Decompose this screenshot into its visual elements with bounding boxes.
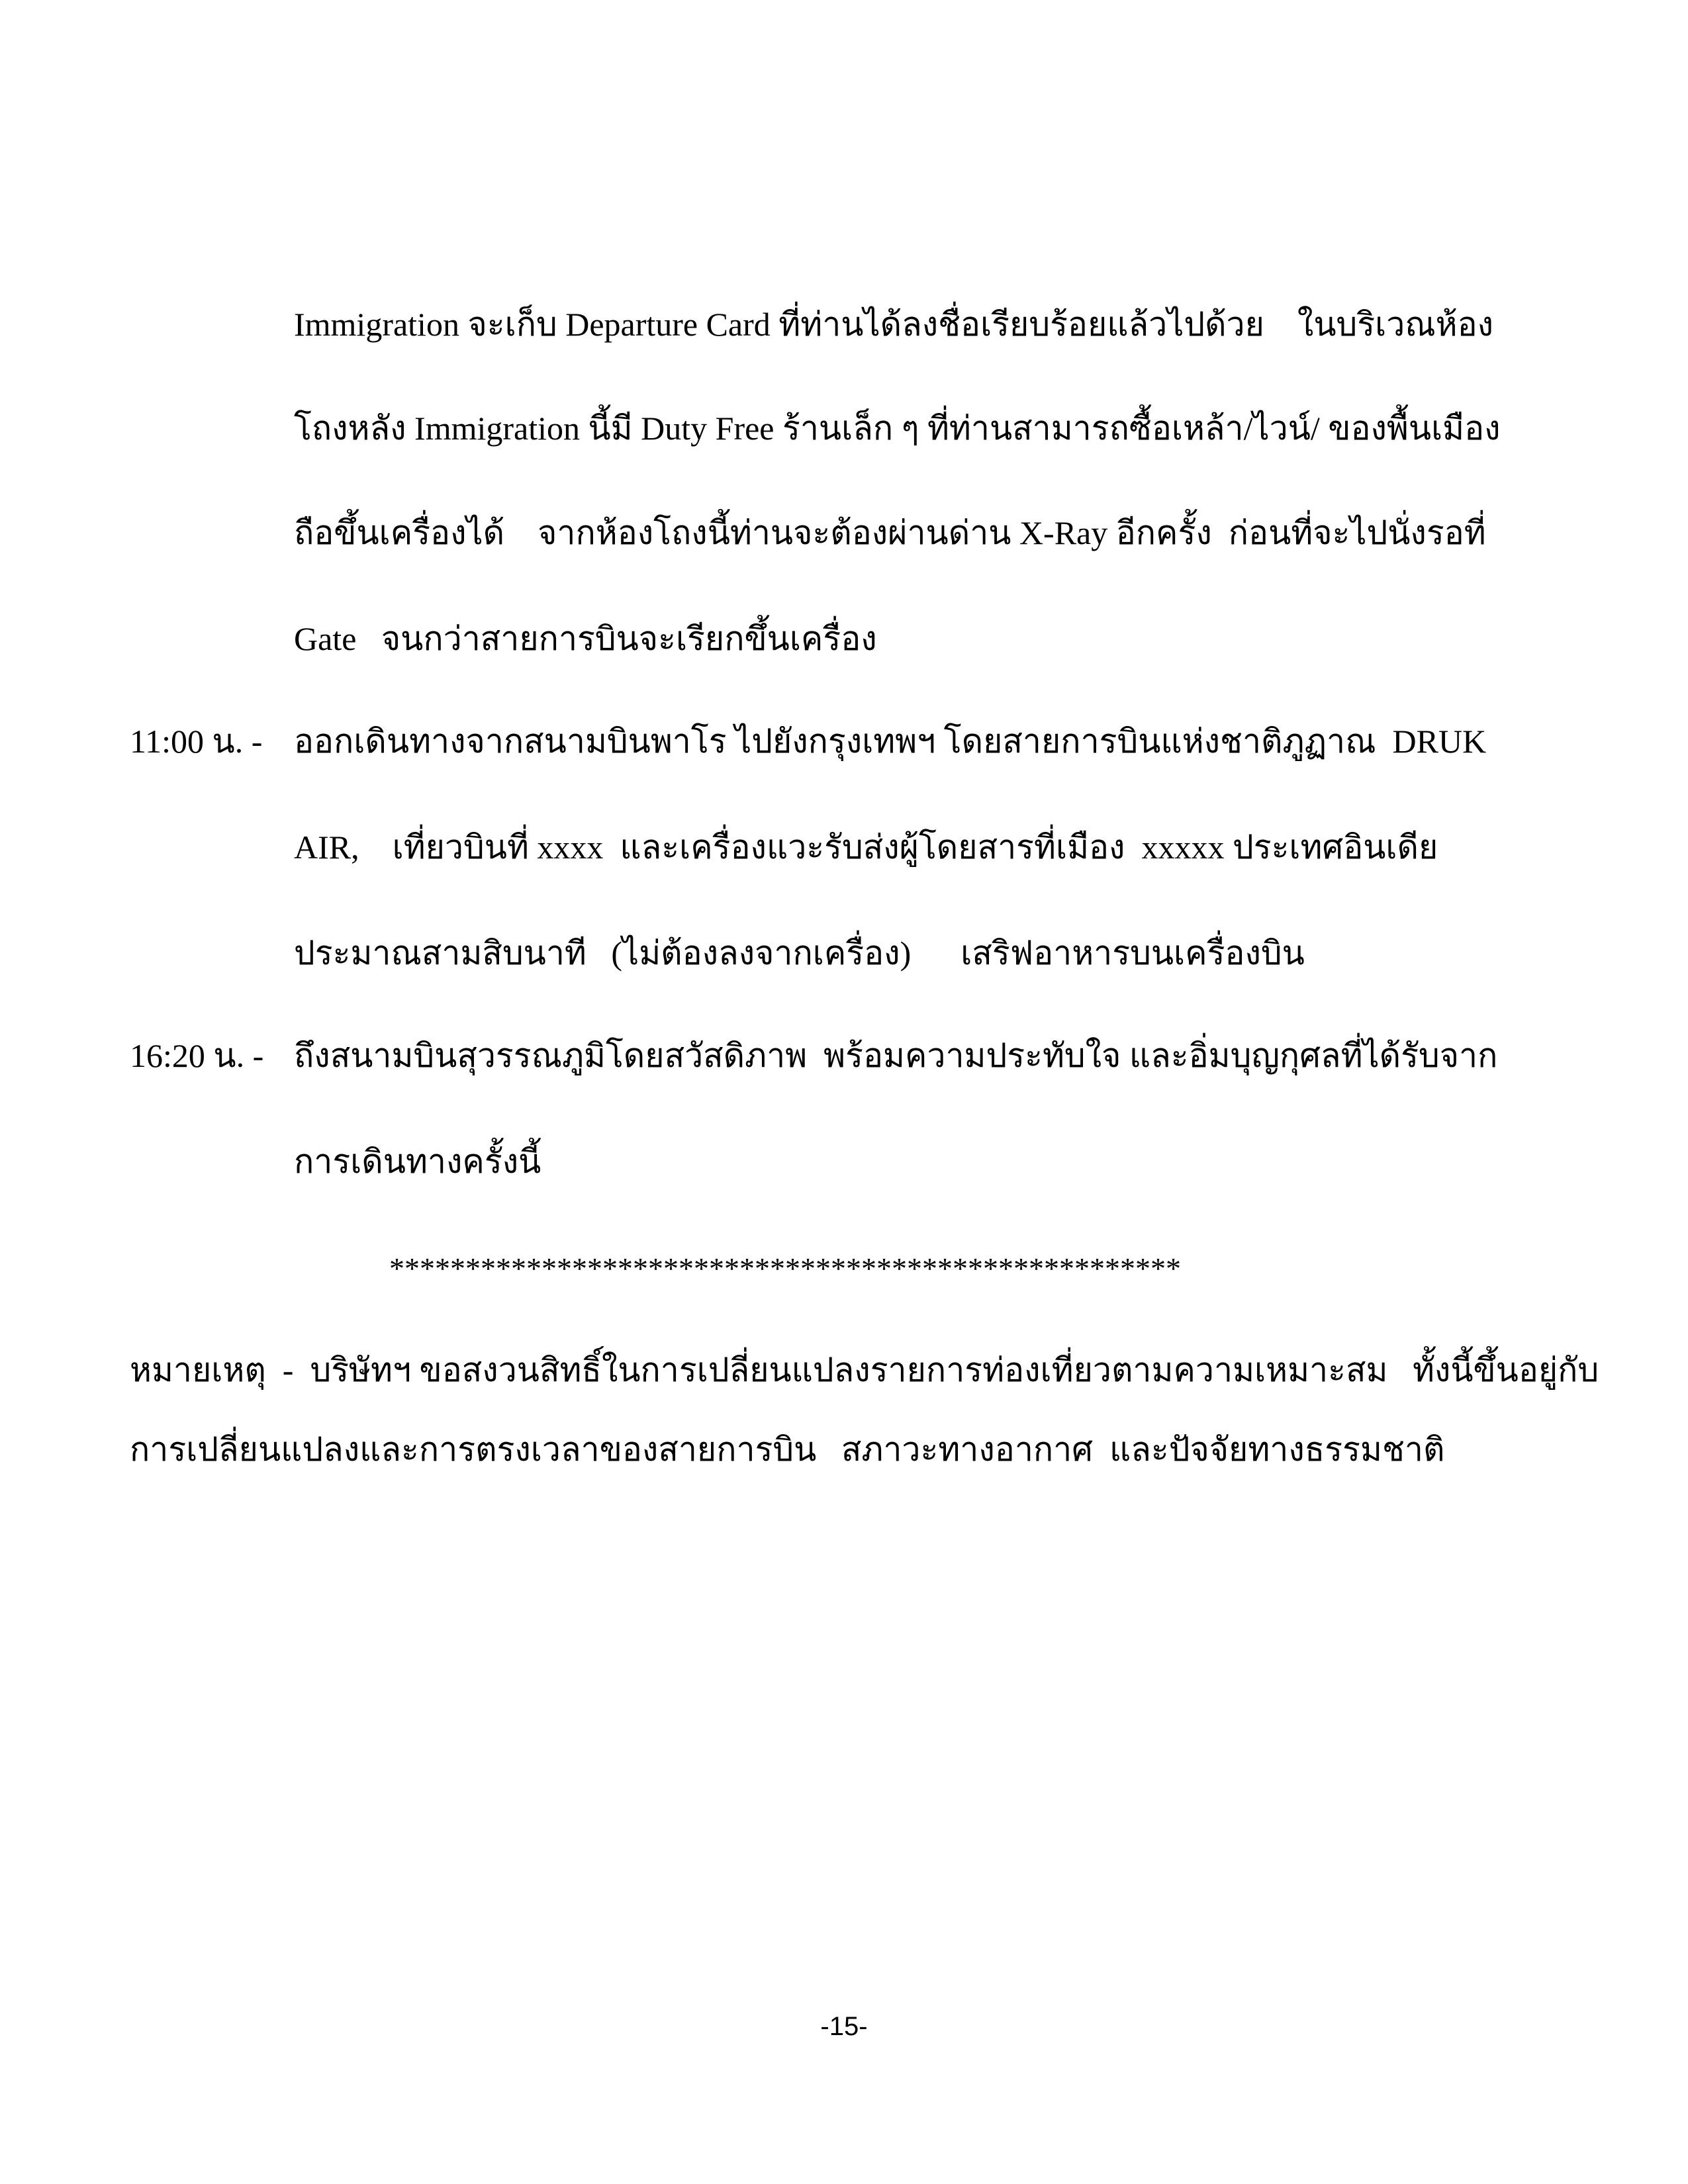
itinerary-text-line: Gate จนกว่าสายการบินจะเรียกขึ้นเครื่อง [294, 620, 877, 657]
itinerary-text-line: ถึงสนามบินสุวรรณภูมิโดยสวัสดิภาพ พร้อมความประทับใจ และอิ่มบุญกุศลที่ได้รับจาก [294, 1037, 1498, 1074]
page-number: -15- [820, 2012, 868, 2041]
itinerary-text-line: ประมาณสามสิบนาที (ไม่ต้องลงจากเครื่อง) เสริฟอาหารบนเครื่องบิน [294, 934, 1305, 972]
itinerary-text-line: โถงหลัง Immigration นี้มี Duty Free ร้านเล็ก ๆ ที่ท่านสามารถซื้อเหล้า/ไวน์/ ของพื้นเมือง [294, 410, 1501, 447]
itinerary-text-line: ถือขึ้นเครื่องได้ จากห้องโถงนี้ท่านจะต้องผ่านด่าน X-Ray อีกครั้ง ก่อนที่จะไปนั่งรอที่ [294, 514, 1486, 551]
note-line: การเปลี่ยนแปลงและการตรงเวลาของสายการบิน สภาวะทางอากาศ และปัจจัยทางธรรมชาติ [130, 1431, 1445, 1468]
itinerary-text-line: AIR, เที่ยวบินที่ xxxx และเครื่องแวะรับส่งผู้โดยสารที่เมือง xxxxx ประเทศอินเดีย [294, 829, 1438, 866]
note-line: หมายเหตุ - บริษัทฯ ขอสงวนสิทธิ์ในการเปลี่ยนแปลงรายการท่องเที่ยวตามความเหมาะสม ทั้งนี้ขึ้นอยู่กับ [130, 1351, 1599, 1388]
entry-time: 11:00 น. - [130, 723, 263, 760]
separator-stars: **************************************************** [389, 1251, 1181, 1285]
entry-time: 16:20 น. - [130, 1037, 264, 1074]
itinerary-text-line: การเดินทางครั้งนี้ [294, 1143, 541, 1180]
itinerary-text-line: Immigration จะเก็บ Departure Card ที่ท่านได้ลงชื่อเรียบร้อยแล้วไปด้วย ในบริเวณห้อง [294, 306, 1494, 343]
itinerary-text-line: ออกเดินทางจากสนามบินพาโร ไปยังกรุงเทพฯ โดยสายการบินแห่งชาติภูฏาณ DRUK [294, 723, 1487, 760]
